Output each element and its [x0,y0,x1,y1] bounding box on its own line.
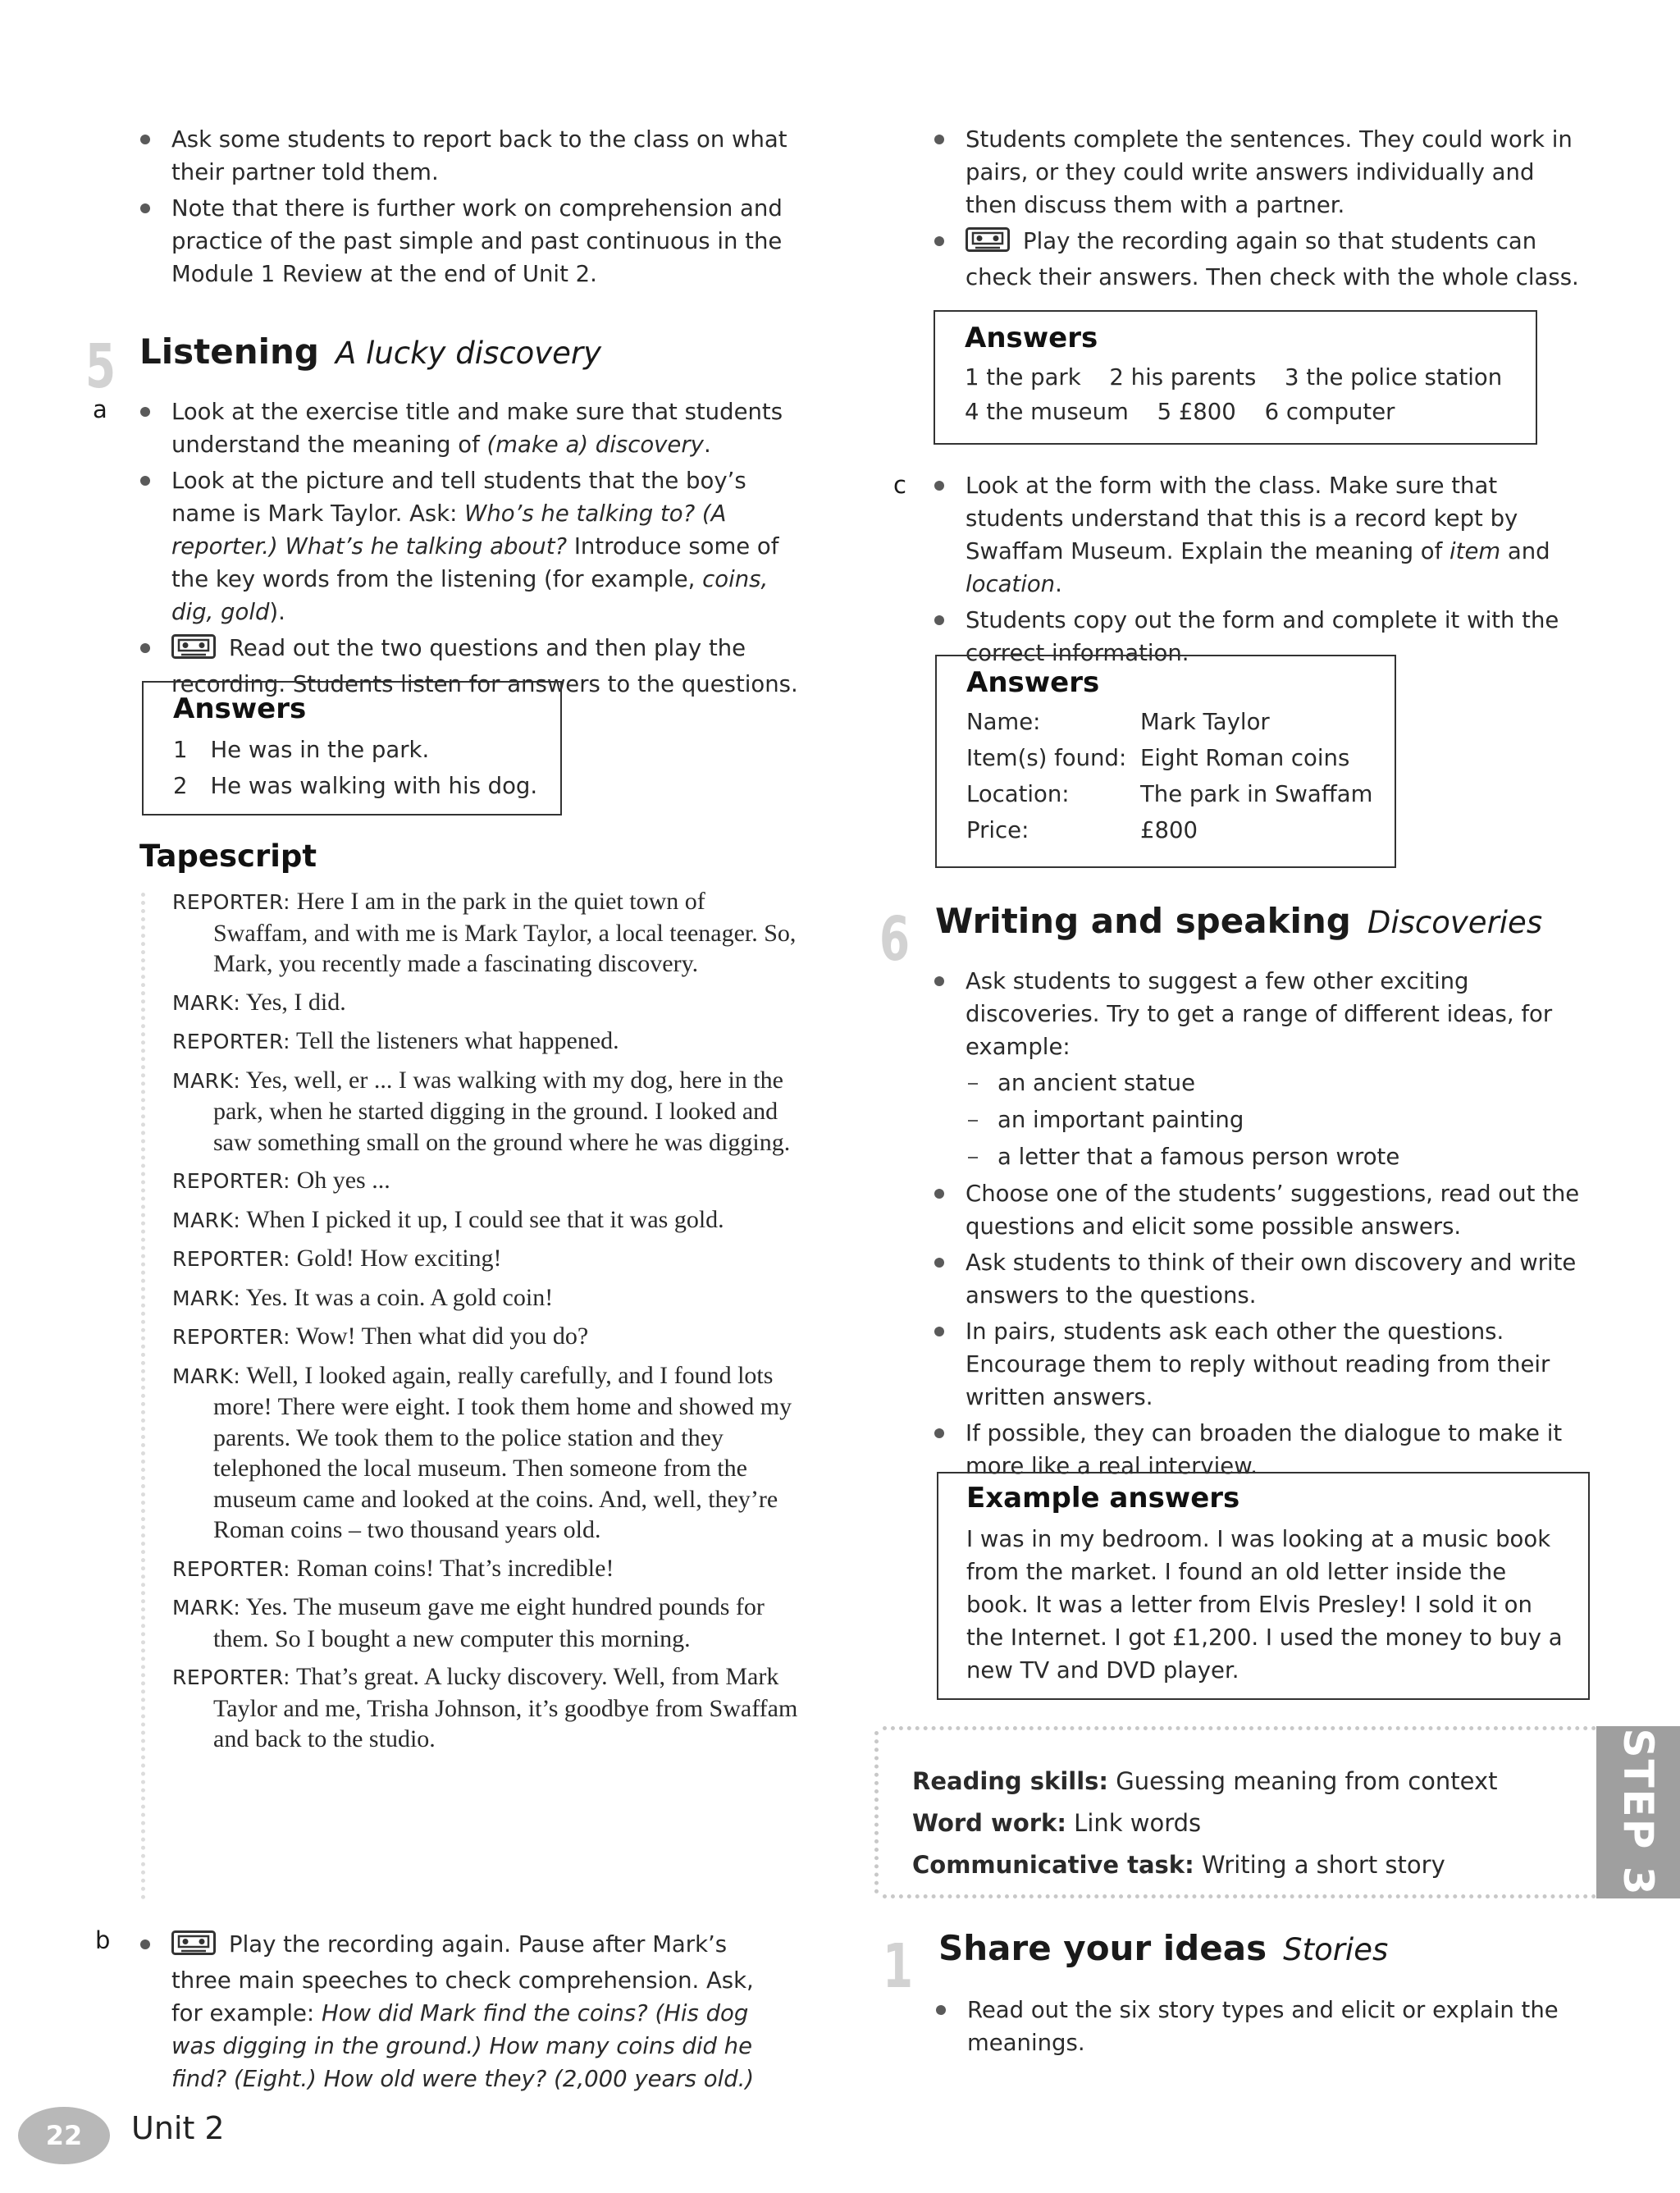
dash-item: a letter that a famous person wrote [932,1140,1596,1173]
form-row: Name: [966,709,1041,735]
example-heading: Example answers [966,1482,1240,1515]
section-title-share: Share your ideas Stories [938,1928,1389,1968]
tapescript-line: MARK: Yes. The museum gave me eight hundred pounds for them. So I bought a new computer this morning. [172,1593,765,1652]
skills-panel [874,1726,1596,1898]
tapescript-line: MARK: Yes. It was a coin. A gold coin! [172,1283,554,1311]
dash-item: an ancient statue [932,1067,1596,1099]
exercise-letter-a: a [93,395,107,423]
answer-row: 1 He was in the park. [173,737,430,763]
skill-word-work: Word work: Link words [912,1809,1202,1837]
bullet-item: Look at the picture and tell students that the boy’s name is Mark Taylor. Ask: Who’s he talking to? (A reporter.) What’s he talking about? Introduce some of the key words from the listening (for example, coins, dig, gold). [138,464,802,628]
unit-label: Unit 2 [131,2110,225,2146]
answers-box-b [934,310,1537,445]
section-title-writing: Writing and speaking Discoveries [935,901,1543,941]
bullet-item: Ask some students to report back to the class on what their partner told them. [138,123,794,189]
bullet-item: Read out the two questions and then play the recording. Students listen for answers to the questions. [138,632,802,701]
intro-bullets-right [932,123,1588,297]
bullet-item: Choose one of the students’ suggestions, read out the questions and elicit some possible answers. [932,1177,1596,1243]
exercise-c-bullets [932,469,1596,673]
form-value: Eight Roman coins [1140,745,1350,771]
section1-bullets [934,1994,1590,2063]
form-row: Price: [966,817,1029,843]
tapescript-line: REPORTER: That’s great. A lucky discovery. Well, from Mark Taylor and me, Trisha Johnson, it’s goodbye from Swaffam and back to the studio. [172,1663,798,1752]
tapescript-line: MARK: Yes, I did. [172,988,346,1016]
intro-bullets-left [138,123,794,294]
tapescript-line: MARK: Well, I looked again, really carefully, and I found lots more! There were eight. I took them home and showed my parents. We took them to the police station and they telephoned the local museum. Then someone from the museum came and looked at the coins. And, well, they’re Roman coins – two thousand years old. [172,1361,792,1543]
tapescript-line: REPORTER: Oh yes ... [172,1167,390,1194]
tapescript-line: REPORTER: Gold! How exciting! [172,1245,502,1272]
form-value: Mark Taylor [1140,709,1270,735]
form-value: The park in Swaffam [1140,781,1373,807]
answer-row: 2 He was walking with his dog. [173,773,538,799]
answer-row: 4 the museum 5 £800 6 computer [965,399,1395,425]
cassette-icon [966,227,1010,261]
tapescript-line: REPORTER: Tell the listeners what happened. [172,1027,619,1054]
exercise-letter-b: b [95,1926,111,1954]
form-row: Item(s) found: [966,745,1127,771]
section-title-listening: Listening A lucky discovery [139,331,602,372]
skill-communicative: Communicative task: Writing a short story [912,1851,1445,1879]
tapescript-body [172,886,804,1762]
bullet-item: Ask students to suggest a few other exciting discoveries. Try to get a range of different ideas, for example: [932,965,1596,1063]
bullet-item: Read out the six story types and elicit or explain the meanings. [934,1994,1590,2059]
bullet-item: Ask students to think of their own discovery and write answers to the questions. [932,1246,1596,1312]
tapescript-line: MARK: Yes, well, er ... I was walking with my dog, here in the park, when he started digging in the ground. I looked and saw something small on the ground where he was digging. [172,1066,791,1156]
tapescript-heading: Tapescript [139,838,317,874]
tapescript-line: MARK: When I picked it up, I could see that it was gold. [172,1205,724,1233]
form-value: £800 [1140,817,1198,843]
section-number-6: 6 [879,904,911,975]
answers-box-a [142,681,562,816]
dash-item: an important painting [932,1103,1596,1136]
bullet-item: Students complete the sentences. They could work in pairs, or they could write answers individually and then discuss them with a partner. [932,123,1588,222]
bullet-item: Look at the form with the class. Make sure that students understand that this is a record kept by Swaffam Museum. Explain the meaning of item and location. [932,469,1596,601]
step-tab: STEP 3 [1596,1726,1680,1898]
cassette-icon [171,634,216,668]
bullet-item: If possible, they can broaden the dialogue to make it more like a real interview. [932,1417,1596,1483]
answers-form-box [935,655,1396,868]
answers-heading: Answers [966,666,1100,699]
bullet-item: Play the recording again. Pause after Mark’s three main speeches to check comprehension. Ask, for example: How did Mark find the coins? (His dog was digging in the ground.) How many coins did he find? (Eight.) How old were they? (2,000 years old.) [138,1928,786,2095]
exercise-letter-c: c [893,471,906,499]
section-number-5: 5 [85,331,116,402]
bullet-item: Look at the exercise title and make sure that students understand the meaning of (make a) discovery. [138,395,802,461]
example-answers-box [937,1472,1590,1700]
answers-heading: Answers [965,322,1098,354]
tapescript-line: REPORTER: Wow! Then what did you do? [172,1323,589,1350]
tapescript-line: REPORTER: Roman coins! That’s incredible! [172,1554,614,1582]
cassette-icon [171,1930,216,1964]
bullet-item: Play the recording again so that students can check their answers. Then check with the whole class. [932,225,1588,294]
skill-reading: Reading skills: Guessing meaning from context [912,1767,1498,1795]
example-text: I was in my bedroom. I was looking at a music book from the market. I found an old letter inside the book. It was a letter from Elvis Presley! I sold it on the Internet. I got £1,200. I used the money to buy a new TV and DVD player. [966,1526,1563,1684]
exercise-b-bullets [138,1928,786,2099]
exercise-a-bullets [138,395,802,704]
answers-heading: Answers [173,692,307,725]
tapescript-line: REPORTER: Here I am in the park in the quiet town of Swaffam, and with me is Mark Taylor, a local teenager. So, Mark, you recently made a fascinating discovery. [172,888,797,977]
tapescript-dotted-rule [141,893,145,1900]
bullet-item: In pairs, students ask each other the questions. Encourage them to reply without reading from their written answers. [932,1315,1596,1414]
section6-bullets [932,965,1596,1486]
answer-row: 1 the park 2 his parents 3 the police station [965,364,1503,391]
bullet-item: Note that there is further work on comprehension and practice of the past simple and past continuous in the Module 1 Review at the end of Unit 2. [138,192,794,290]
section-number-1: 1 [883,1931,914,2002]
form-row: Location: [966,781,1070,807]
page-number-badge: 22 [18,2107,110,2164]
bullet-item: Students copy out the form and complete it with the correct information. [932,604,1596,669]
